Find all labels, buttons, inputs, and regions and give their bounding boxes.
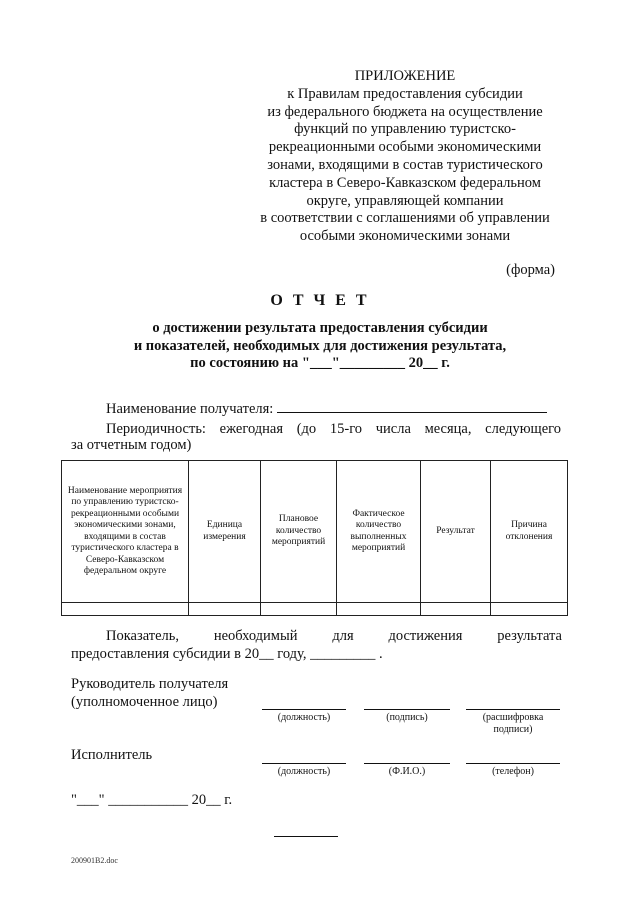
executor-phone-field[interactable]: (телефон): [466, 763, 560, 778]
header-cell-planned: Плановое количество мероприятий: [261, 461, 337, 603]
periodicity-line1: Периодичность: ежегодная (до 15-го числа месяца, следующего: [106, 421, 561, 437]
appendix-line: из федерального бюджета на осуществление: [267, 103, 543, 120]
header-cell-activity: Наименование мероприятия по управлению туристско-рекреационными особыми экономическими зонами, входящими в состав туристического кластера в Северо-Кавказском федеральном округе: [62, 461, 189, 603]
appendix-line: особыми экономическими зонами: [299, 228, 511, 245]
header-cell-result: Результат: [421, 461, 491, 603]
table-cell[interactable]: [337, 603, 421, 616]
head-label-line1: Руководитель получателя: [71, 676, 229, 692]
indicator-line2: предоставления субсидии в 20__ году, _________ .: [71, 646, 383, 662]
report-title: О Т Ч Е Т: [270, 292, 370, 309]
header-cell-unit: Единица измерения: [189, 461, 261, 603]
table-header-row: [62, 461, 568, 603]
head-decoding-field[interactable]: (расшифровка подписи): [466, 709, 560, 736]
indicator-line1: Показатель, необходимый для достижения результата: [106, 628, 562, 644]
executor-position-field[interactable]: (должность): [262, 763, 346, 778]
head-signature-field[interactable]: (подпись): [364, 709, 450, 724]
appendix-line: кластера в Северо-Кавказском федеральном: [269, 174, 541, 191]
appendix-line: зонами, входящими в состав туристического: [267, 156, 543, 173]
bottom-rule: [274, 836, 338, 837]
subtitle-line: и показателей, необходимых для достижения результата,: [133, 337, 507, 354]
appendix-line: функций по управлению туристско-: [294, 121, 516, 138]
appendix-line: ПРИЛОЖЕНИЕ: [354, 68, 456, 84]
header-cell-reason: Причина отклонения: [491, 461, 568, 603]
footer-filename: 200901B2.doc: [71, 856, 118, 865]
table-cell[interactable]: [261, 603, 337, 616]
appendix-line: округе, управляющей компании: [306, 192, 504, 209]
periodicity-line2: за отчетным годом): [71, 437, 192, 453]
recipient-label: Наименование получателя:: [106, 401, 274, 417]
report-subtitle: [90, 320, 550, 373]
subtitle-line: о достижении результата предоставления субсидии: [152, 320, 488, 336]
table-cell[interactable]: [62, 603, 189, 616]
head-label-line2: (уполномоченное лицо): [71, 694, 218, 710]
form-label: (форма): [506, 262, 555, 278]
table-cell[interactable]: [189, 603, 261, 616]
table-cell[interactable]: [421, 603, 491, 616]
header-cell-actual: Фактическое количество выполненных мероприятий: [337, 461, 421, 603]
recipient-field[interactable]: [277, 398, 547, 413]
executor-label: Исполнитель: [71, 747, 153, 763]
appendix-line: в соответствии с соглашениями об управлении: [260, 210, 550, 227]
table-cell[interactable]: [491, 603, 568, 616]
table-row: [62, 603, 568, 616]
head-position-field[interactable]: (должность): [262, 709, 346, 724]
date-line: "___" ___________ 20__ г.: [71, 792, 233, 808]
report-table: [61, 460, 568, 616]
appendix-header: [246, 68, 564, 246]
recipient-row: [106, 398, 547, 418]
subtitle-line: по состоянию на "___"_________ 20__ г.: [190, 355, 450, 371]
appendix-line: рекреационными особыми экономическими: [268, 139, 542, 156]
appendix-line: к Правилам предоставления субсидии: [287, 85, 523, 102]
executor-name-field[interactable]: (Ф.И.О.): [364, 763, 450, 778]
